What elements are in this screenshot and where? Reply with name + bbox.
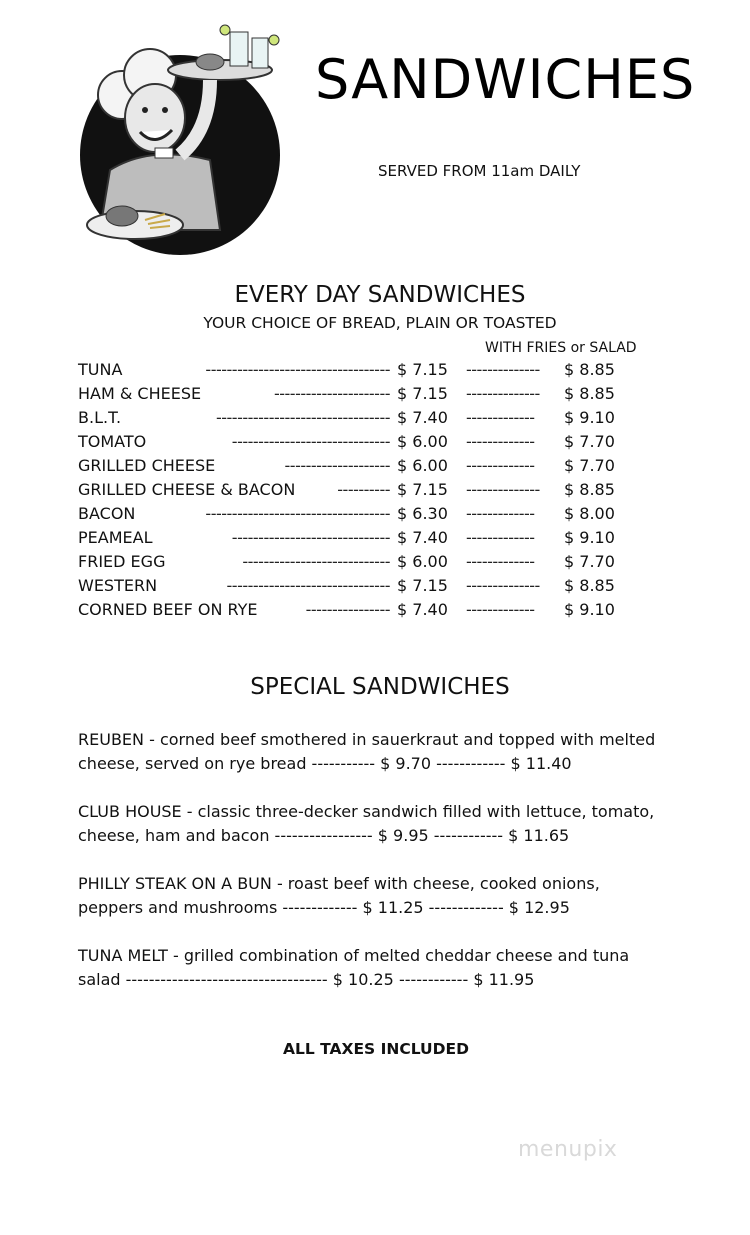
menu-item-price-with-fries: $ 7.70	[564, 432, 615, 451]
special-item-description: REUBEN - corned beef smothered in sauerkraut and topped with melted	[78, 730, 656, 749]
special-item	[78, 872, 678, 920]
special-item-price-line: cheese, served on rye bread ----------- $ 9.70 ------------ $ 11.40	[78, 754, 572, 773]
bread-choice-subtitle: YOUR CHOICE OF BREAD, PLAIN OR TOASTED	[203, 314, 557, 332]
special-menu-list	[78, 728, 678, 1016]
everyday-section-title: EVERY DAY SANDWICHES	[234, 282, 526, 308]
leader-dots: --------------	[466, 480, 540, 499]
menu-item-name: GRILLED CHEESE	[78, 456, 216, 475]
menu-item-price: $ 6.00	[397, 552, 448, 571]
menu-item-name: TOMATO	[78, 432, 147, 451]
menu-item-row	[78, 528, 638, 552]
served-hours: SERVED FROM 11am DAILY	[378, 162, 581, 180]
watermark-text: menupix	[518, 1137, 618, 1162]
menu-item-price: $ 7.40	[397, 408, 448, 427]
menu-item-price: $ 7.15	[397, 384, 448, 403]
menu-item-name: CORNED BEEF ON RYE	[78, 600, 258, 619]
menu-item-name: FRIED EGG	[78, 552, 166, 571]
menu-item-price-with-fries: $ 9.10	[564, 528, 615, 547]
page-title: SANDWICHES	[315, 48, 696, 111]
menu-item-row	[78, 480, 638, 504]
menu-item-price-with-fries: $ 8.85	[564, 480, 615, 499]
menu-item-price-with-fries: $ 8.85	[564, 360, 615, 379]
fries-column-label: WITH FRIES or SALAD	[485, 340, 637, 356]
waitress-logo-icon	[60, 20, 290, 255]
menu-item-price: $ 6.00	[397, 432, 448, 451]
leader-dots: -------------	[466, 408, 535, 427]
leader-dots: ----------	[337, 480, 390, 499]
menu-item-price: $ 6.30	[397, 504, 448, 523]
menu-item-row	[78, 408, 638, 432]
leader-dots: ----------------	[305, 600, 390, 619]
menu-item-price-with-fries: $ 8.00	[564, 504, 615, 523]
special-section-title: SPECIAL SANDWICHES	[250, 674, 510, 700]
menu-item-row	[78, 576, 638, 600]
menu-item-price-with-fries: $ 9.10	[564, 600, 615, 619]
leader-dots: -------------------------------	[226, 576, 390, 595]
menu-item-price-with-fries: $ 8.85	[564, 576, 615, 595]
menu-item-name: HAM & CHEESE	[78, 384, 202, 403]
leader-dots: -------------	[466, 432, 535, 451]
special-item-price-line: salad ----------------------------------- $ 10.25 ------------ $ 11.95	[78, 970, 535, 989]
menu-item-price-with-fries: $ 9.10	[564, 408, 615, 427]
menu-item-name: GRILLED CHEESE & BACON	[78, 480, 296, 499]
everyday-menu-list	[78, 360, 638, 624]
leader-dots: -----------------------------------	[205, 360, 390, 379]
menu-item-name: BACON	[78, 504, 136, 523]
menu-item-price: $ 7.15	[397, 480, 448, 499]
menu-item-price-with-fries: $ 7.70	[564, 552, 615, 571]
menu-item-price: $ 7.40	[397, 528, 448, 547]
leader-dots: --------------------	[284, 456, 390, 475]
menu-item-row	[78, 360, 638, 384]
menu-item-row	[78, 600, 638, 624]
watermark	[515, 1125, 665, 1175]
leader-dots: -------------	[466, 504, 535, 523]
menu-item-price: $ 7.40	[397, 600, 448, 619]
special-item-description: TUNA MELT - grilled combination of melted cheddar cheese and tuna	[78, 946, 630, 965]
leader-dots: -----------------------------------	[205, 504, 390, 523]
leader-dots: ------------------------------	[231, 528, 390, 547]
menu-item-row	[78, 552, 638, 576]
menu-item-price: $ 7.15	[397, 576, 448, 595]
menu-item-row	[78, 432, 638, 456]
leader-dots: --------------	[466, 576, 540, 595]
menu-item-name: TUNA	[78, 360, 123, 379]
menu-item-price: $ 6.00	[397, 456, 448, 475]
menu-item-name: PEAMEAL	[78, 528, 153, 547]
leader-dots: ----------------------	[273, 384, 390, 403]
leader-dots: ----------------------------	[242, 552, 390, 571]
menu-item-name: WESTERN	[78, 576, 158, 595]
leader-dots: --------------	[466, 360, 540, 379]
taxes-note: ALL TAXES INCLUDED	[283, 1040, 469, 1058]
menu-item-price-with-fries: $ 7.70	[564, 456, 615, 475]
menu-item-price-with-fries: $ 8.85	[564, 384, 615, 403]
special-item-description: PHILLY STEAK ON A BUN - roast beef with cheese, cooked onions,	[78, 874, 600, 893]
menu-item-row	[78, 384, 638, 408]
leader-dots: ---------------------------------	[215, 408, 390, 427]
special-item	[78, 800, 678, 848]
special-item-price-line: peppers and mushrooms ------------- $ 11.25 ------------- $ 12.95	[78, 898, 570, 917]
menu-item-row	[78, 504, 638, 528]
special-item-price-line: cheese, ham and bacon ----------------- $ 9.95 ------------ $ 11.65	[78, 826, 570, 845]
leader-dots: -------------	[466, 600, 535, 619]
menu-item-row	[78, 456, 638, 480]
special-item	[78, 944, 678, 992]
leader-dots: ------------------------------	[231, 432, 390, 451]
special-item-description: CLUB HOUSE - classic three-decker sandwich filled with lettuce, tomato,	[78, 802, 655, 821]
leader-dots: -------------	[466, 456, 535, 475]
menu-item-price: $ 7.15	[397, 360, 448, 379]
special-item	[78, 728, 678, 776]
leader-dots: -------------	[466, 552, 535, 571]
leader-dots: -------------	[466, 528, 535, 547]
leader-dots: --------------	[466, 384, 540, 403]
menu-item-name: B.L.T.	[78, 408, 122, 427]
